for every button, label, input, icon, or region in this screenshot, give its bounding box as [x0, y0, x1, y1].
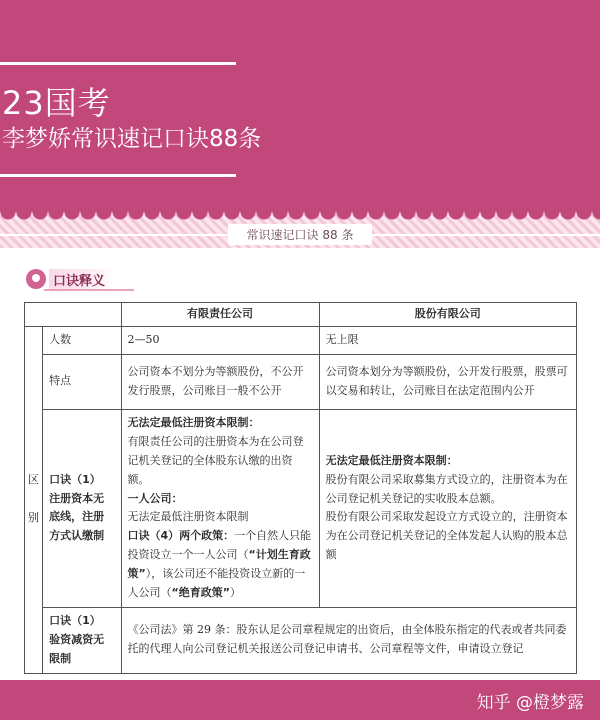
cell-koujue2-content: 《公司法》第 29 条：股东认足公司章程规定的出资后，由全体股东指定的代表或者共同委托的代理人向公司登记机关报送公司登记申请书、公司章程等文件，申请设立登记 [121, 607, 576, 673]
cell-renshu-ltd: 2—50 [121, 327, 319, 355]
header-share: 股份有限公司 [319, 303, 576, 327]
section-label-text: 口诀释义 [49, 269, 115, 290]
banner-divider-top [0, 62, 236, 65]
band-rule-left [0, 234, 228, 236]
ltd-para-3 [128, 527, 313, 603]
koujue1-label-line1: 口诀（1） [49, 472, 101, 486]
watermark: 知乎 @橙梦露 [476, 693, 584, 713]
share-heading-1: 无法定最低注册资本限制： [325, 453, 458, 467]
row-label-koujue1 [43, 409, 121, 607]
decorative-header-band [0, 212, 600, 248]
table-row-tedian [25, 354, 577, 409]
ltd-para-3a: 一个自然人只能投资设立一个一人公司（ [127, 529, 312, 562]
ltd-policy-1: “计划生育政策” [127, 548, 311, 581]
share-para-2: 股份有限公司采取发起设立方式设立的，注册资本为在公司登记机关登记的全体发起人认购的股本总额 [325, 510, 568, 562]
cell-tedian-share: 公司资本划分为等额股份，公开发行股票，股票可以交易和转让，公司账目在法定范围内公开 [319, 354, 576, 409]
top-banner [0, 0, 600, 212]
ltd-para-3c: ） [229, 586, 241, 600]
row-label-tedian-text: 特点 [49, 374, 72, 388]
scallop-edge [0, 212, 600, 224]
koujue2-label-line2: 验资减资无限制 [49, 632, 105, 665]
table-header-row [25, 303, 577, 327]
row-label-renshu [43, 327, 121, 355]
banner-subtitle: 李梦娇常识速记口诀88条 [2, 126, 262, 152]
section-label [26, 268, 115, 290]
row-label-renshu-text: 人数 [49, 333, 72, 346]
ltd-heading-3: 口诀（4）两个政策： [127, 529, 235, 543]
ltd-heading-1: 无法定最低注册资本限制： [127, 415, 260, 429]
badge-icon [26, 269, 46, 289]
band-rule-right [372, 234, 600, 236]
running-header: 常识速记口诀 88 条 [228, 224, 372, 245]
share-para-1: 股份有限公司采取募集方式设立的，注册资本为在公司登记机关登记的实收股本总额。 [325, 472, 568, 505]
comparison-table [24, 302, 577, 674]
cell-renshu-share: 无上限 [319, 327, 576, 355]
table-row-koujue1 [25, 409, 577, 607]
footer-band [0, 680, 600, 720]
header-blank-cell [25, 303, 122, 327]
header-ltd: 有限责任公司 [121, 303, 319, 327]
ltd-para-2: 无法定最低注册资本限制 [127, 510, 249, 524]
koujue2-label-line1: 口诀（1） [49, 613, 101, 627]
cell-koujue1-share [319, 409, 576, 607]
ltd-heading-2: 一人公司： [127, 491, 183, 505]
ltd-para-1: 有限责任公司的注册资本为在公司登记机关登记的全体股东认缴的出资额。 [127, 434, 304, 486]
cell-tedian-ltd: 公司资本不划分为等额股份，不公开发行股票，公司账目一般不公开 [121, 354, 319, 409]
row-label-koujue2 [43, 607, 121, 673]
section-underline [44, 289, 134, 291]
row-label-tedian [43, 354, 121, 409]
ltd-para-3b: ），该公司还不能投资设立新的一人公司（ [127, 567, 306, 600]
table-row-koujue2 [25, 607, 577, 673]
banner-title: 23国考 [2, 84, 111, 122]
koujue1-label-line2: 注册资本无底线，注册方式认缴制 [49, 491, 105, 543]
banner-divider-bottom [0, 174, 236, 177]
ltd-policy-2: “绝育政策” [171, 586, 230, 600]
table-row-renshu [25, 327, 577, 355]
cell-koujue1-ltd [121, 409, 319, 607]
group-label-qubie: 区 别 [25, 327, 43, 674]
